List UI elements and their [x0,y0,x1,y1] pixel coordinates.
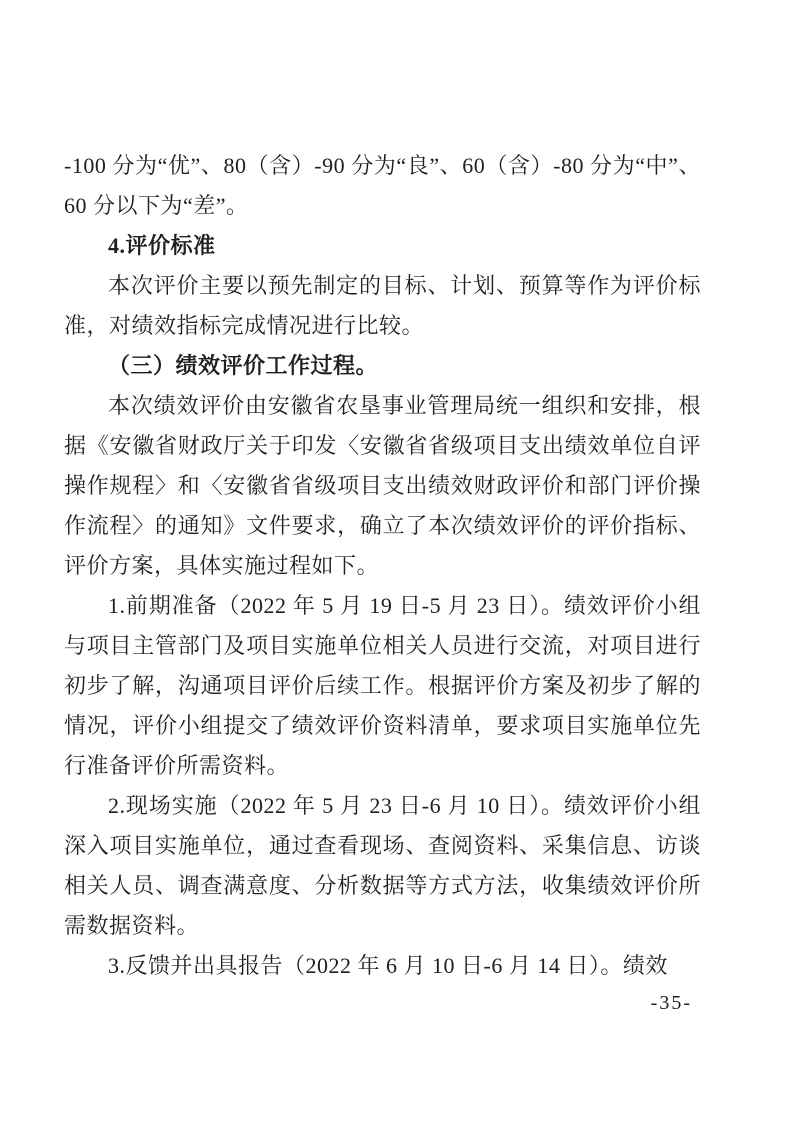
heading-evaluation-standard: 4.评价标准 [108,233,216,258]
paragraph-step1-preparation: 1.前期准备（2022 年 5 月 19 日-5 月 23 日）。绩效评价小组与项目主管部门及项目实施单位相关人员进行交流，对项目进行初步了解，沟通项目评价后续工作。根据评价方案及初步了解的情况，评价小组提交了绩效评价资料清单，要求项目实施单位先行准备评价所需资料。 [64,593,701,778]
paragraph-step3-report: 3.反馈并出具报告（2022 年 6 月 10 日-6 月 14 日）。绩效 [108,953,668,978]
paragraph-step2-onsite: 2.现场实施（2022 年 5 月 23 日-6 月 10 日）。绩效评价小组深入项目实施单位，通过查看现场、查阅资料、采集信息、访谈相关人员、调查满意度、分析数据等方式方法，收集绩效评价所需数据资料。 [64,793,701,938]
paragraph-organization: 本次绩效评价由安徽省农垦事业管理局统一组织和安排，根据《安徽省财政厅关于印发〈安徽省省级项目支出绩效单位自评操作规程〉和〈安徽省省级项目支出绩效财政评价和部门评价操作流程〉的通知》文件要求，确立了本次绩效评价的评价指标、评价方案，具体实施过程如下。 [64,393,701,578]
paragraph-grade-scale: -100 分为“优”、80（含）-90 分为“良”、60（含）-80 分为“中”、60 分以下为“差”。 [64,153,701,218]
heading-work-process: （三）绩效评价工作过程。 [108,353,379,378]
document-body [64,146,701,986]
page-number: -35- [650,992,692,1014]
paragraph-evaluation-standard: 本次评价主要以预先制定的目标、计划、预算等作为评价标准，对绩效指标完成情况进行比较。 [64,273,701,338]
